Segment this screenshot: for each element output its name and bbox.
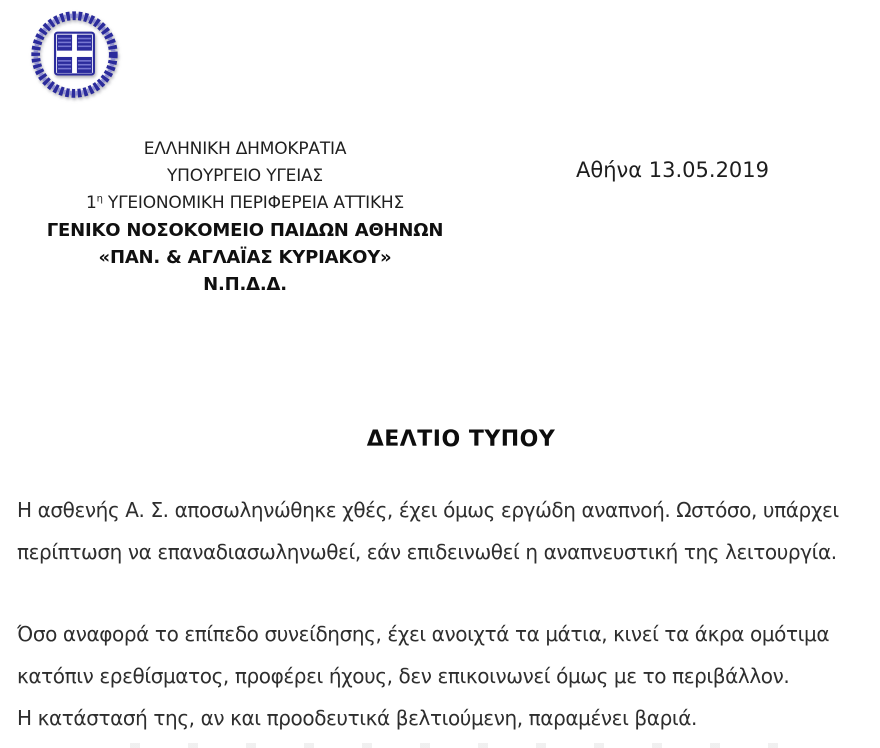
body-line: Όσο αναφορά το επίπεδο συνείδησης, έχει ανοιχτά τα μάτια, κινεί τα άκρα ομότιμα [17, 622, 830, 646]
body-line: Η ασθενής Α. Σ. αποσωληνώθηκε χθές, έχει όμως εργώδη αναπνοή. Ωστόσο, υπάρχει [17, 498, 839, 522]
letterhead-line-ministry: ΥΠΟΥΡΓΕΙΟ ΥΓΕΙΑΣ [167, 166, 323, 186]
body-line: κατόπιν ερεθίσματος, προφέρει ήχους, δεν επικοινωνεί όμως με το περιβάλλον. [17, 664, 790, 688]
letterhead-line-republic: ΕΛΛΗΝΙΚΗ ΔΗΜΟΚΡΑΤΙΑ [143, 139, 347, 159]
letterhead-line-hospital-name: «ΠΑΝ. & ΑΓΛΑΪΑΣ ΚΥΡΙΑΚΟΥ» [98, 247, 392, 268]
letterhead-line-npdd: Ν.Π.Δ.Δ. [203, 274, 287, 295]
region-number: 1 [85, 193, 97, 213]
region-name: ΥΓΕΙΟΝΟΜΙΚΗ ΠΕΡΙΦΕΡΕΙΑ ΑΤΤΙΚΗΣ [102, 193, 405, 213]
body-line: Η κατάστασή της, αν και προοδευτικά βελτιούμενη, παραμένει βαριά. [17, 706, 697, 730]
region-ordinal-sup: η [96, 193, 103, 205]
body-paragraph-1 [17, 489, 876, 573]
paragraph-gap [17, 573, 876, 613]
hellenic-republic-emblem-logo [26, 7, 123, 104]
document-date: Αθήνα 13.05.2019 [576, 158, 770, 182]
letterhead-line-region [25, 190, 465, 217]
body-paragraph-2 [17, 613, 876, 739]
letterhead [25, 136, 465, 298]
press-release-body [17, 489, 876, 739]
letterhead-line-hospital: ΓΕΝΙΚΟ ΝΟΣΟΚΟΜΕΙΟ ΠΑΙΔΩΝ ΑΘΗΝΩΝ [46, 220, 444, 241]
body-line: περίπτωση να επαναδιασωληνωθεί, εάν επιδεινωθεί η αναπνευστική της λειτουργία. [17, 540, 837, 564]
press-release-title: ΔΕΛΤΙΟ ΤΥΠΟΥ [366, 427, 556, 452]
cutoff-next-line-artifact [130, 743, 810, 748]
